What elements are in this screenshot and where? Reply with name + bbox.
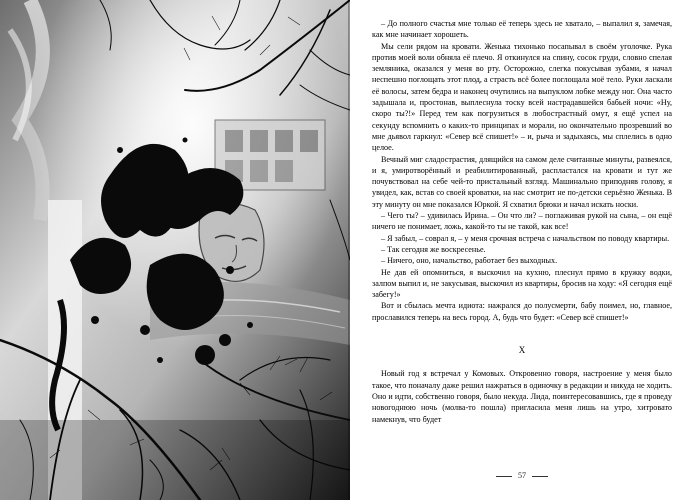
paragraph: – До полного счастья мне только её теперь здесь не хватало, – выпалил я, замечая, как мне начинает хорошеть.	[372, 19, 672, 40]
page-number-rule-left	[496, 476, 512, 477]
paragraph: – Так сегодня же воскресенье.	[381, 244, 486, 254]
paragraph: Не дав ей опомниться, я выскочил на кухню, плеснул прямо в кружку водки, залпом выпил и, не закусывая, выскочил из квартиры, бросив на ходу: «Я сегодня ещё забегу!»	[372, 267, 672, 300]
body-text	[372, 18, 672, 425]
page-number-rule-right	[532, 476, 548, 477]
page-number	[372, 471, 672, 480]
paragraph: Новый год я встречал у Комовых. Откровенно говоря, настроение у меня было такое, что поначалу даже решил нажраться в одиночку в редакции и никуда не ходить. Оно и идти, собственно говоря, было некуда. Лида, поинтересовавшись, где я проведу новогоднюю ночь (молва-то пошла) пригласила меня лишь на утро, хитровато намекнув, что будет	[372, 369, 672, 424]
paragraph: Вечный миг сладострастия, длящийся на самом деле считанные минуты, развеялся, и я, умиротворённый и реабилитированный, распластался на кровати и тут же почувствовал на себе чей-то пристальный взгляд. Машинально приподняв голову, я увидел, как, встав со своей кроватки, на нас смотрит не по-детски серьёзно Женька. В эту минуту он мне показался Юркой. Я схватил брюки и начал искать носки.	[372, 154, 672, 209]
chapter-heading: Х	[518, 345, 526, 356]
paragraph: – Я забыл, – соврал я, – у меня срочная встреча с начальством по поводу квартиры.	[381, 233, 670, 243]
paragraph: Вот и сбылась мечта идиота: нажрался до полусмерти, бабу поимел, но, главное, прославился теперь на весь город. А, будь что будет: «Север всё спишет!»	[372, 301, 672, 322]
paragraph: – Ничего, оно, начальство, работает без выходных.	[381, 256, 558, 266]
paragraph: – Чего ты? – удивилась Ирина. – Он что ли? – поглаживая рукой на сына, – он ещё ничего не понимает, ложь, какой-то ты не такой, как все!	[372, 211, 672, 232]
page-number-value: 57	[518, 471, 526, 480]
paragraph: Мы сели рядом на кровати. Женька тихонько посапывал в своём уголочке. Рука против моей воли обняла её плечо. Я откинулся на спину, сосок груди, словно спелая земляника, оказался у меня во рту. Осторожно, слегка покусывая зубами, я начал неспешно поглощать этот плод, а страсть всё более поглощала моё тело. Руки ласкали её волосы, затем бедра и наконец очутились на выпуклом лобке между ног. Она часто задышала и, простонав, выплеснула тоску всей настрадавшейся бабьей ночи: «Ну, скоро ты?!» Перед тем как погрузиться в любострастный омут, я ещё успел на секунду вспомнить о каких-то принципах и морали, но окончательно прозревший во мне дьявол гаркнул: «Север всё спишет!» – и, рыча и задыхаясь, мы сплелись в одно целое.	[372, 41, 672, 153]
